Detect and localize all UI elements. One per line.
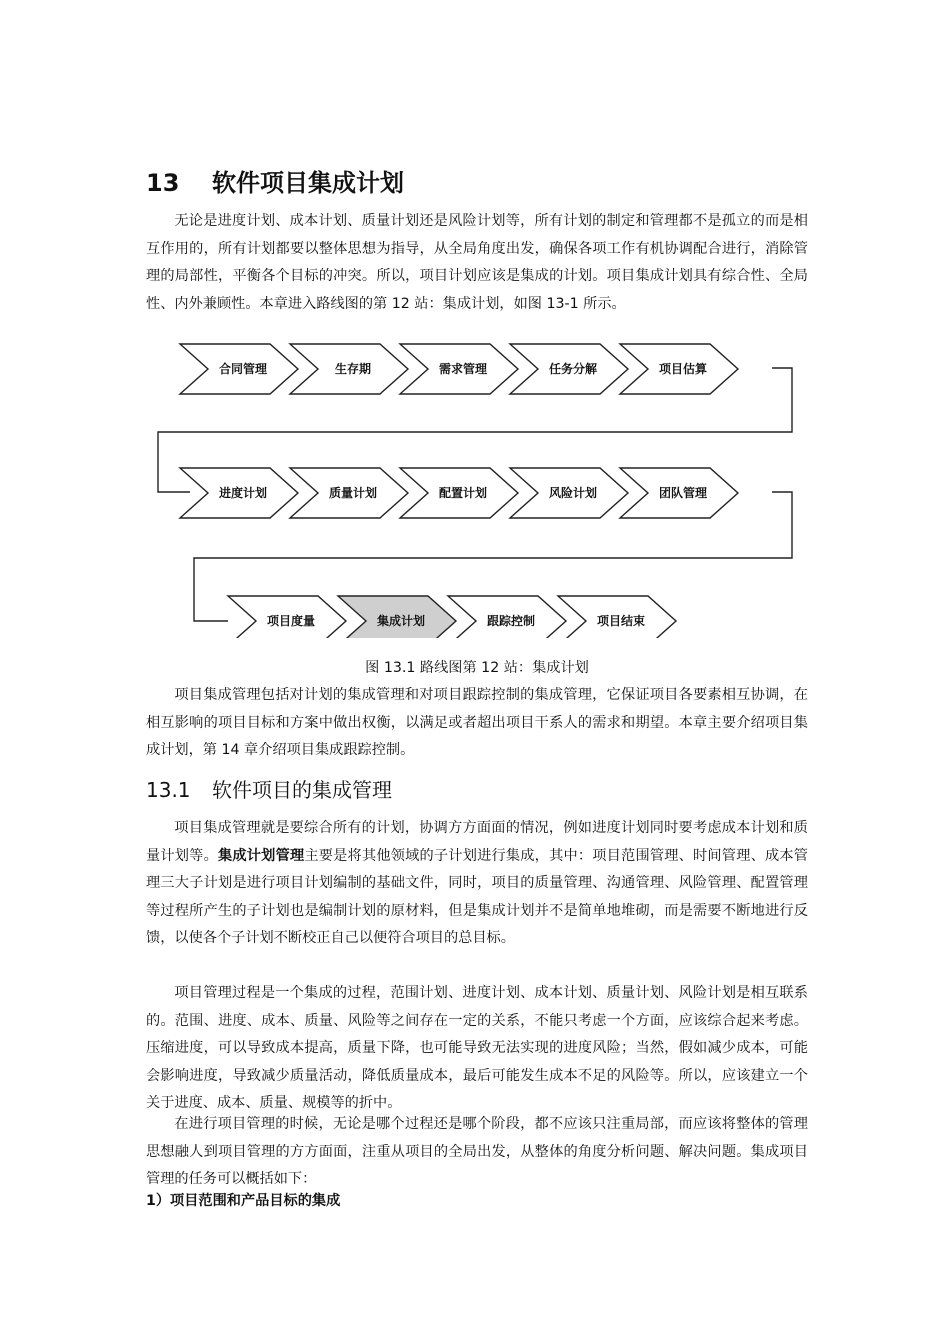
chevron-label-row2-1: 进度计划 (218, 486, 268, 500)
chevron-label-row2-5: 团队管理 (658, 486, 708, 500)
chevron-label-row1-3: 需求管理 (438, 362, 488, 376)
chevron-label-row3-3: 跟踪控制 (486, 614, 536, 628)
after-figure-paragraph: 项目集成管理包括对计划的集成管理和对项目跟踪控制的集成管理，它保证项目各要素相互协调，在相互影响的项目目标和方案中做出权衡，以满足或者超出项目干系人的需求和期望。本章主要介绍项目集成计划，第 14 章介绍项目集成跟踪控制。 (146, 687, 808, 758)
chevron-label-row3-4: 项目结束 (596, 614, 646, 628)
chapter-number: 13 (146, 169, 180, 197)
chevron-label-row1-2: 生存期 (334, 362, 372, 376)
intro-paragraph: 无论是进度计划、成本计划、质量计划还是风险计划等，所有计划的制定和管理都不是孤立的而是相互作用的，所有计划都要以整体思想为指导，从全局角度出发，确保各项工作有机协调配合进行，消除管理的局部性，平衡各个目标的冲突。所以，项目计划应该是集成的计划。项目集成计划具有综合性、全局性、内外兼顾性。本章进入路线图的第 12 站：集成计划，如图 13-1 所示。 (146, 213, 808, 312)
chevron-label-row1-5: 项目估算 (658, 362, 708, 376)
figure-caption: 图 13.1 路线图第 12 站：集成计划 (365, 660, 589, 676)
chevron-label-row3-1: 项目度量 (266, 614, 316, 628)
chapter-title: 软件项目集成计划 (212, 169, 404, 197)
section-p1-part2: 主要是将其他领域的子计划进行集成，其中：项目范围管理、时间管理、成本管理三大子计划是进行项目计划编制的基础文件，同时，项目的质量管理、沟通管理、风险管理、配置管理等过程所产生的子计划也是编制计划的原材料，但是集成计划并不是简单地堆砌，而是需要不断地进行反馈，以使各个子计划不断校正自己以便符合项目的总目标。 (146, 847, 808, 946)
chevron-label-row2-2: 质量计划 (328, 486, 378, 500)
bold-term: 集成计划管理 (217, 847, 305, 864)
section-paragraph-2: 项目管理过程是一个集成的过程，范围计划、进度计划、成本计划、质量计划、风险计划是相互联系的。范围、进度、成本、质量、风险等之间存在一定的关系，不能只考虑一个方面，应该综合起来考虑。压缩进度，可以导致成本提高，质量下降，也可能导致无法实现的进度风险；当然，假如减少成本，可能会影响进度，导致减少质量活动，降低质量成本，最后可能发生成本不足的风险等。所以，应该建立一个关于进度、成本、质量、规模等的折中。 (146, 985, 808, 1111)
section-paragraph-3: 在进行项目管理的时候，无论是哪个过程还是哪个阶段，都不应该只注重局部，而应该将整体的管理思想融人到项目管理的方方面面，注重从项目的全局出发，从整体的角度分析问题、解决问题。集成项目管理的任务可以概括如下： (146, 1116, 808, 1187)
section-title: 软件项目的集成管理 (212, 778, 392, 802)
chevron-label-row3-2: 集成计划 (376, 614, 426, 628)
section-heading (146, 774, 392, 806)
section-paragraph-1 (146, 815, 808, 953)
section-p1-part1: 项目集成管理就是要综合所有的计划，协调方方面面的情况，例如进度计划同时要考虑成本计划和质量计划等。 (146, 820, 808, 864)
chevron-label-row2-3: 配置计划 (438, 486, 488, 500)
chevron-label-row1-1: 合同管理 (218, 362, 268, 376)
roadmap-diagram (150, 338, 800, 638)
section-number: 13.1 (146, 778, 191, 802)
chevron-label-row2-4: 风险计划 (548, 486, 598, 500)
list-item-1: 1）项目范围和产品目标的集成 (146, 1193, 341, 1209)
chevron-label-row1-4: 任务分解 (548, 362, 598, 376)
chapter-heading (146, 166, 404, 200)
